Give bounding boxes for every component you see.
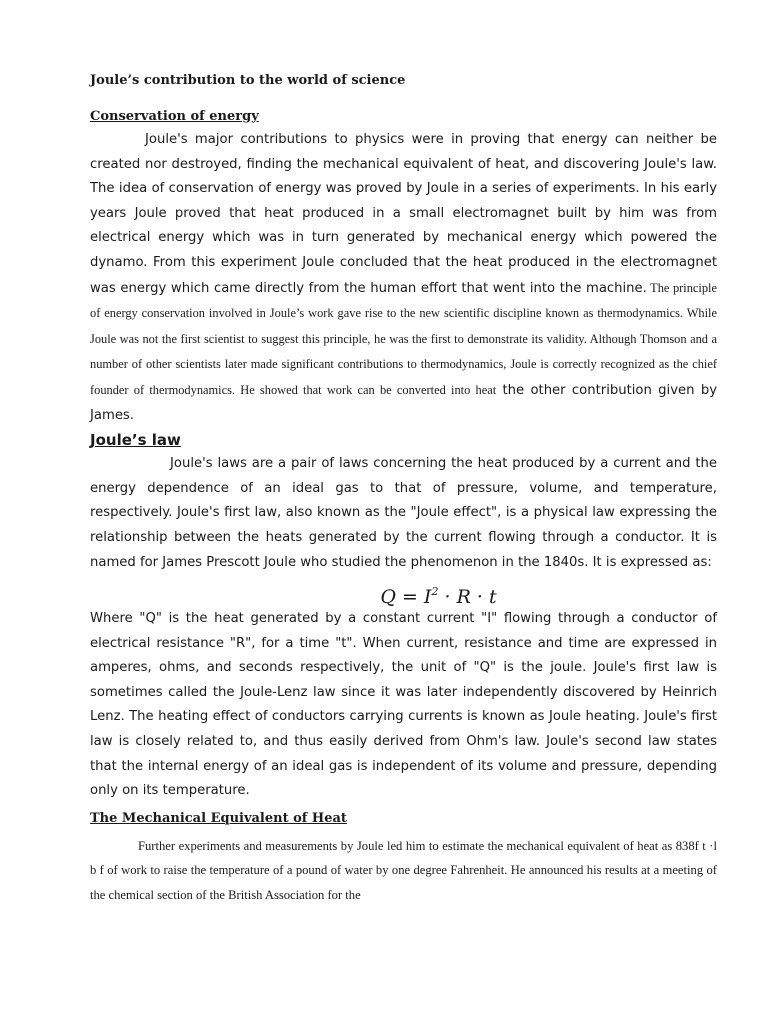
section-heading-joules-law: Joule’s law: [90, 431, 181, 450]
spacer: [90, 94, 717, 106]
section-heading-mechanical-equivalent: The Mechanical Equivalent of Heat: [90, 810, 347, 826]
formula-lhs: Q = I: [380, 586, 432, 609]
document-page: [90, 68, 717, 908]
joule-law-formula: [90, 577, 717, 607]
formula-exponent: 2: [431, 585, 439, 599]
paragraph-joules-law-intro: Joule's laws are a pair of laws concerning the heat produced by a current and the energy dependence of an ideal gas to that of pressure, volume, and temperature, respectively. Joule's first law, also known as the "Joule effect", is a physical law expressing the relationship between the heats generated by the current flowing through a conductor. It is named for James Prescott Joule who studied the phenomenon in the 1840s. It is expressed as:: [90, 456, 717, 570]
paragraph-conservation-sans-text: Joule's major contributions to physics were in proving that energy can neither be created nor destroyed, finding the mechanical equivalent of heat, and discovering Joule's law. The idea of conservation of energy was proved by Joule in a series of experiments. In his early years Joule proved that heat produced in a small electromagnet built by him was from electrical energy which was in turn generated by mechanical energy which powered the dynamo. From this experiment Joule concluded that the heat produced in the electromagnet was energy which came directly from the human effort that went into the machine.: [90, 132, 717, 296]
paragraph-conservation-serif-text: The principle of energy conservation involved in Joule’s work gave rise to the new scientific discipline known as thermodynamics. While Joule was not the first scientist to suggest this principle, he was the first to demonstrate its validity. Although Thomson and a number of other scientists later made significant contributions to thermodynamics, Joule is correctly recognized as the chief founder of thermodynamics. He showed that work can be converted into heat: [90, 280, 717, 397]
paragraph-mechanical-equivalent: Further experiments and measurements by Joule led him to estimate the mechanical equivalent of heat as 838f t ·l b f of work to raise the temperature of a pound of water by one degree Fahrenheit. He announced his results at a meeting of the chemical section of the British Association for the: [90, 838, 717, 903]
document-title: Joule’s contribution to the world of science: [90, 73, 406, 88]
formula-rhs: · R · t: [438, 586, 497, 609]
section-heading-conservation: Conservation of energy: [90, 109, 259, 124]
paragraph-joules-law-explanation: Where "Q" is the heat generated by a constant current "I" flowing through a conductor of electrical resistance "R", for a time "t". When current, resistance and time are expressed in amperes, ohms, and seconds respectively, the unit of "Q" is the joule. Joule's first law is sometimes called the Joule-Lenz law since it was later independently discovered by Heinrich Lenz. The heating effect of conductors carrying currents is known as Joule heating. Joule's first law is closely related to, and thus easily derived from Ohm's law. Joule's second law states that the internal energy of an ideal gas is independent of its volume and pressure, depending only on its temperature.: [90, 611, 717, 799]
paragraph-conservation: [90, 128, 717, 428]
paragraph-conservation-tail-text: the other contribution given by James.: [90, 382, 717, 423]
